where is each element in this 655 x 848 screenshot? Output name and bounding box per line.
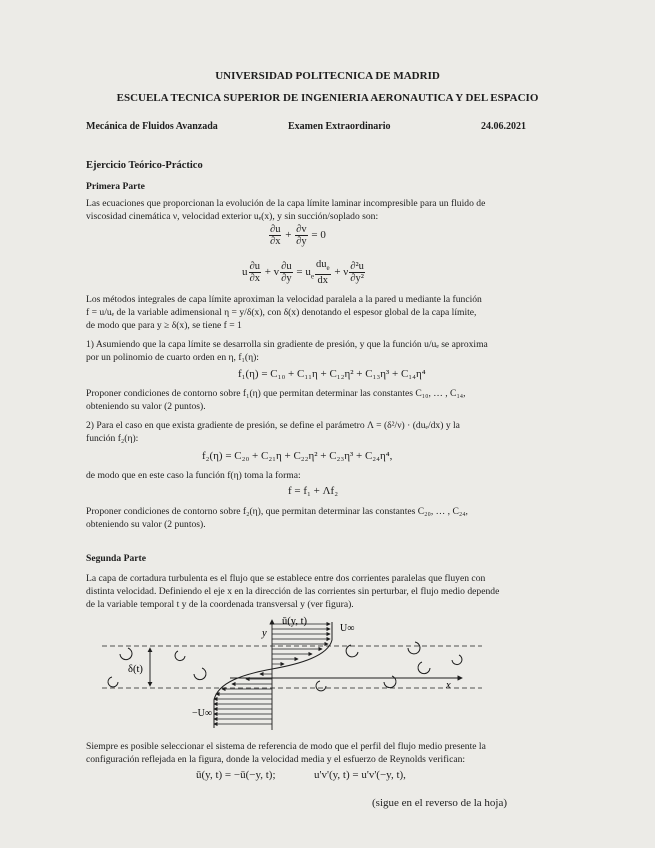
question1-equation: f₁(η) = C₁₀ + C₁₁η + C₁₂η² + C₁₃η³ + C₁₄η⁴ xyxy=(238,368,426,380)
continuity-equation: $\frac{\partial u}{\partial x}$ + $\frac{\partial v}{\partial y}$ = 0 xyxy=(270,224,326,247)
x-axis-label: x xyxy=(446,680,451,691)
question2-line: 2) Para el caso en que exista gradiente de presión, se define el parámetro Λ = (δ²/ν) · (duₑ/dx) y la xyxy=(86,420,460,431)
part1-intro-line: viscosidad cinemática ν, velocidad exterior uₑ(x), y sin succión/soplado son: xyxy=(86,211,379,222)
school-title: ESCUELA TECNICA SUPERIOR DE INGENIERIA AERONAUTICA Y DEL ESPACIO xyxy=(116,92,539,104)
lower-velocity-label: −U∞ xyxy=(192,708,212,719)
part2-line: La capa de cortadura turbulenta es el flujo que se establece entre dos corrientes paralelas que fluyen con xyxy=(86,573,486,584)
integral-line: Los métodos integrales de capa límite aproximan la velocidad paralela a la pared u mediante la función xyxy=(86,294,482,305)
question1-task: Proponer condiciones de contorno sobre f₁(η) que permitan determinar las constantes C₁₀, … , C₁₄, xyxy=(86,388,466,399)
question2-line: función f₂(η): xyxy=(86,433,139,444)
part2-line: distinta velocidad. Definiendo el eje x en la dirección de las corrientes sin perturbar, el flujo medio depende xyxy=(86,586,500,597)
upper-velocity-arrows xyxy=(272,624,330,664)
integral-line: de modo que para y ≥ δ(x), se tiene f = 1 xyxy=(86,320,242,331)
course-name: Mecánica de Fluidos Avanzada xyxy=(86,121,218,132)
y-axis-label: y xyxy=(262,628,267,639)
question2-form-equation: f = f₁ + Λf₂ xyxy=(288,485,339,497)
part1-title: Primera Parte xyxy=(86,181,145,192)
question1-line: 1) Asumiendo que la capa límite se desarrolla sin gradiente de presión, y que la función u/uₑ se aproxima xyxy=(86,339,488,350)
question2-task: obteniendo su valor (2 puntos). xyxy=(86,519,206,530)
question1-line: por un polinomio de cuarto orden en η, f₁(η): xyxy=(86,352,259,363)
shear-layer-figure xyxy=(90,612,490,732)
part2-line: de la variable temporal t y de la coordenada transversal y (ver figura). xyxy=(86,599,354,610)
symmetry-equation-reynolds: u'v'(y, t) = u'v'(−y, t), xyxy=(314,769,406,781)
part2-title: Segunda Parte xyxy=(86,553,146,564)
footer-note: (sigue en el reverso de la hoja) xyxy=(372,797,507,809)
question2-equation: f₂(η) = C₂₀ + C₂₁η + C₂₂η² + C₂₃η³ + C₂₄η⁴, xyxy=(202,450,393,462)
lower-velocity-arrows xyxy=(214,674,272,724)
exercise-title: Ejercicio Teórico-Práctico xyxy=(86,160,203,171)
question1-task: obteniendo su valor (2 puntos). xyxy=(86,401,206,412)
velocity-profile-curve xyxy=(214,622,332,728)
exam-date: 24.06.2021 xyxy=(481,121,526,132)
symmetry-equation-mean: ū(y, t) = −ū(−y, t); xyxy=(196,769,276,781)
part1-intro-line: Las ecuaciones que proporcionan la evolución de la capa límite laminar incompresible para un fluido de xyxy=(86,198,486,209)
delta-label: δ(t) xyxy=(128,664,143,675)
exam-type: Examen Extraordinario xyxy=(288,121,391,132)
question2-line: de modo que en este caso la función f(η) toma la forma: xyxy=(86,470,301,481)
part2-after-line: Siempre es posible seleccionar el sistema de referencia de modo que el perfil del flujo medio presente la xyxy=(86,741,486,752)
upper-velocity-label: U∞ xyxy=(340,623,355,634)
momentum-equation: u $\frac{\partial u}{\partial x}$ + v $\frac{\partial u}{\partial y}$ = $u_e$ $\frac{du_e}{dx}$ + ν $\frac{\text{∂²u}}{\text{∂y²}}$ xyxy=(242,259,364,287)
university-title: UNIVERSIDAD POLITECNICA DE MADRID xyxy=(215,70,440,82)
profile-label: ū(y, t) xyxy=(282,616,307,627)
part2-after-line: configuración reflejada en la figura, donde la velocidad media y el esfuerzo de Reynolds verifican: xyxy=(86,754,466,765)
integral-line: f = u/uₑ de la variable adimensional η = y/δ(x), con δ(x) denotando el espesor global de la capa límite, xyxy=(86,307,477,318)
question2-task: Proponer condiciones de contorno sobre f₂(η), que permitan determinar las constantes C₂₀, … , C₂₄, xyxy=(86,506,468,517)
